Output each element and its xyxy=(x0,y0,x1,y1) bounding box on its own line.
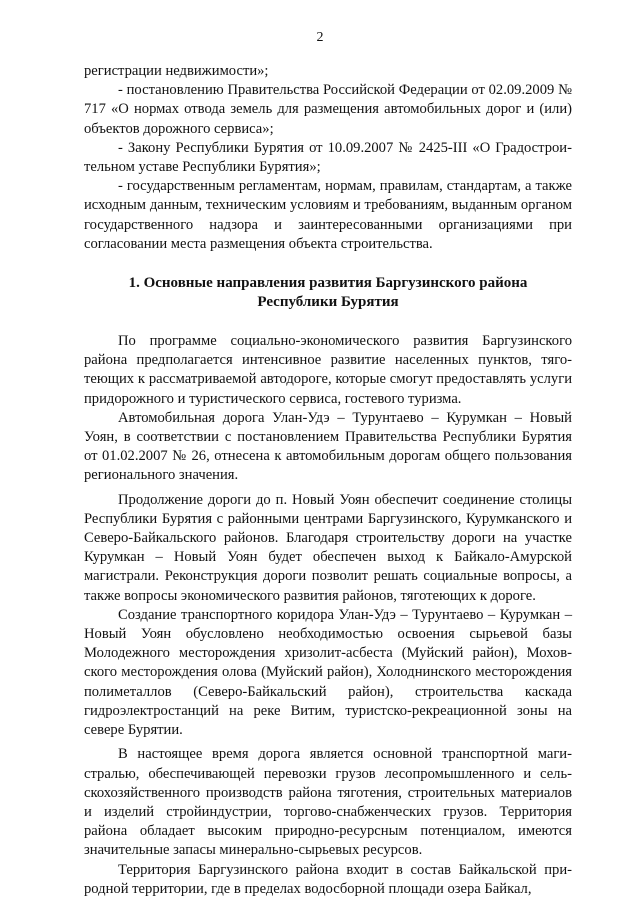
section-heading-line-1: 1. Основные направления развития Баргузинского района xyxy=(128,275,528,292)
paragraph-registration: регистрации недвижимости»; xyxy=(84,63,269,79)
paragraph-law-2425: - Закону Республики Бурятия от 10.09.2007 № 2425-III «О Градостроительном уставе Республики Бурятия»; xyxy=(84,139,572,176)
paragraph-road-status: Автомобильная дорога Улан-Удэ – Турунтаево – Курумкан – Новый Уоян, в соответствии с постановлением Правительства Республики Бурятия от 01.02.2007 № 26, отнесена к автомобильным дорогам общего пользования регионального значения. xyxy=(84,409,572,484)
paragraph-main-highway: В настоящее время дорога является основной транспортной магистралью, обеспечивающей перевозки грузов лесопромышленного и сельскохозяйственного производств района тяготения, строительных материалов и изделий стройиндустрии, торгово-снабженческих грузов. Территория района обладает высоким природно-ресурсным потенциалом, имеются значительные запасы минерально-сырьевых ресурсов. xyxy=(84,746,572,859)
paragraph-road-extension: Продолжение дороги до п. Новый Уоян обеспечит соединение столицы Республики Бурятия с районными центрами Баргузинского, Курумканского и Северо-Байкальского районов. Благодаря строительству дороги на участке Курумкан – Новый Уоян будет обеспечен выход к Байкало-Амурской магистрали. Реконструкция дороги позволит решать социальные вопросы, а также вопросы экономического развития районов, тяготеющих к дороге. xyxy=(84,491,572,604)
paragraph-regulations: - государственным регламентам, нормам, правилам, стандартам, а также исходным данным, техническим условиям и требованиям, выданным органом государственного надзора и заинтересованными организациями при согласовании места размещения объекта строительства. xyxy=(84,178,572,252)
document-body xyxy=(84,62,572,899)
section-heading xyxy=(84,274,572,312)
section-heading-line-2: Республики Бурятия xyxy=(257,294,399,311)
paragraph-transport-corridor: Создание транспортного коридора Улан-Удэ – Турунтаево – Курумкан – Новый Уоян обусловлено необходимостью освоения сырьевой базы Молодежного месторождения хризолит-асбеста (Муйский район), Моховского месторождения олова (Муйский район), Холоднинского месторождения полиметаллов (Северо-Байкальский район), строительства каскада гидроэлектростанций на реке Витим, туристско-рекреационной зоны на севере Бурятии. xyxy=(84,606,572,739)
page-number: 2 xyxy=(316,30,324,45)
paragraph-program: По программе социально-экономического развития Баргузинского района предполагается интенсивное развитие населенных пунктов, тяготеющих к рассматриваемой автодороге, которые смогут предоставлять услуги придорожного и туристического сервиса, гостевого туризма. xyxy=(84,333,572,407)
paragraph-decree-717: - постановлению Правительства Российской Федерации от 02.09.2009 № 717 «О нормах отвода земель для размещения автомобильных дорог и (или) объектов дорожного сервиса»; xyxy=(84,82,572,137)
paragraph-baikal-territory: Территория Баргузинского района входит в состав Байкальской природной территории, где в пределах водосборной площади озера Байкал, xyxy=(84,861,572,897)
